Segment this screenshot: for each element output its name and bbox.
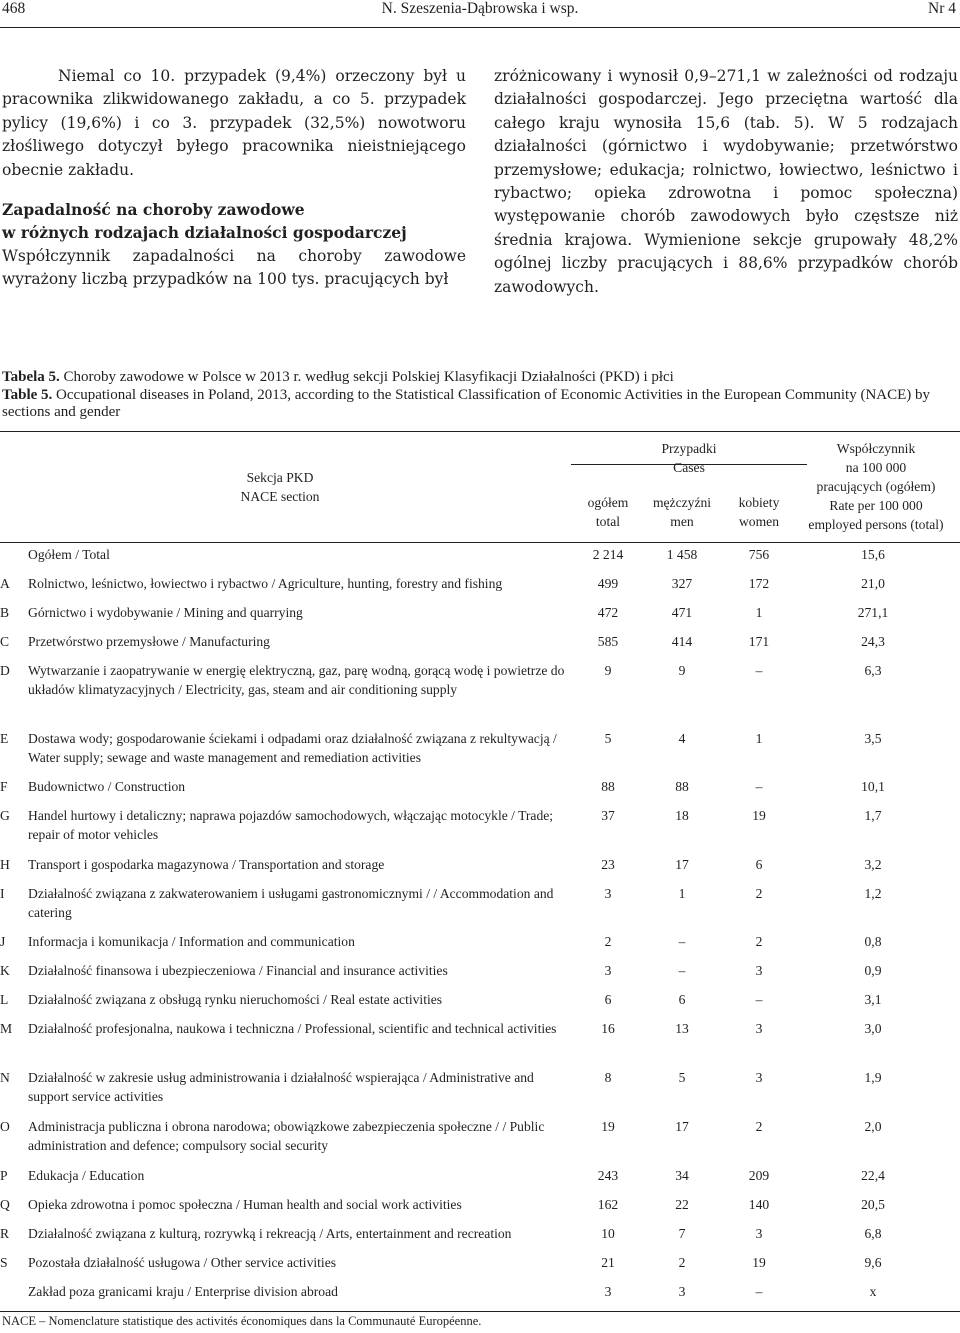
- row-men: 7: [678, 1226, 686, 1241]
- row-men: 5: [678, 1070, 686, 1085]
- row-women: 172: [748, 576, 770, 591]
- caption-en-label: Table 5.: [2, 386, 53, 403]
- row-men: 17: [675, 1119, 689, 1134]
- header-cases-en: Cases: [673, 460, 705, 475]
- page-number: 468: [2, 0, 26, 17]
- left-paragraph-2: Współczynnik zapadalności na choroby zawodowe wyrażony liczbą przypadków na 100 tys. pracujących był: [2, 246, 466, 289]
- header-women-en: women: [738, 514, 780, 529]
- row-women: 6: [755, 857, 763, 872]
- row-women: 2: [755, 934, 763, 949]
- row-section-name: Działalność w zakresie usług administrowania i działalność wspierająca / Administrative and support service activities: [28, 1070, 534, 1104]
- row-section-name: Transport i gospodarka magazynowa / Transportation and storage: [28, 857, 385, 872]
- row-rate: 3,0: [864, 1021, 882, 1036]
- table-header-rule: [0, 542, 960, 543]
- row-women: –: [755, 663, 763, 678]
- table-footnote: NACE – Nomenclature statistique des activités économiques dans la Communauté Européenne.: [2, 1314, 482, 1328]
- right-column: [494, 65, 958, 299]
- row-rate: 271,1: [857, 605, 889, 620]
- row-women: 3: [755, 1070, 763, 1085]
- issue-number: Nr 4: [928, 0, 956, 17]
- left-column: [2, 65, 466, 292]
- caption-polish: [2, 369, 952, 387]
- row-code: H: [0, 857, 10, 872]
- row-rate: 6,3: [864, 663, 882, 678]
- row-men: 34: [675, 1168, 689, 1183]
- row-women: 1: [755, 731, 763, 746]
- row-section-name: Wytwarzanie i zaopatrywanie w energię elektryczną, gaz, parę wodną, gorącą wodę i powietrze do układów klimatyzacyjnych / Electricity, gas, steam and air conditioning supply: [28, 663, 565, 697]
- row-total: 585: [597, 634, 619, 649]
- header-rate-l2: na 100 000: [845, 460, 907, 475]
- row-section-name: Administracja publiczna i obrona narodowa; obowiązkowe zabezpieczenia społeczne / / Public administration and defence; compulsory social security: [28, 1119, 545, 1153]
- row-rate: 0,9: [864, 963, 882, 978]
- row-rate: 3,5: [864, 731, 882, 746]
- row-women: 3: [755, 1226, 763, 1241]
- row-rate: x: [869, 1284, 877, 1299]
- row-total: 499: [597, 576, 619, 591]
- header-cases: [571, 439, 807, 477]
- table-top-rule: [0, 431, 960, 432]
- row-rate: 6,8: [864, 1226, 882, 1241]
- row-rate: 9,6: [864, 1255, 882, 1270]
- row-women: 2: [755, 1119, 763, 1134]
- row-code: N: [0, 1070, 10, 1085]
- header-section-en: NACE section: [240, 489, 320, 504]
- row-section-name: Edukacja / Education: [28, 1168, 145, 1183]
- subheading-line-2: w różnych rodzajach działalności gospodarczej: [2, 223, 407, 243]
- row-section-name: Dostawa wody; gospodarowanie ściekami i odpadami oraz działalność związana z rekultywacją / Water supply; sewage and waste management and remediation activities: [28, 731, 557, 765]
- row-total: 37: [601, 808, 615, 823]
- table-bottom-rule: [0, 1311, 960, 1312]
- header-rate-l5: employed persons (total): [808, 517, 944, 532]
- caption-pl-text: Choroby zawodowe w Polsce w 2013 r. według sekcji Polskiej Klasyfikacji Działalności (PKD) i płci: [63, 369, 674, 385]
- row-rate: 20,5: [861, 1197, 885, 1212]
- header-total: [571, 493, 645, 531]
- row-code: Q: [0, 1197, 10, 1212]
- row-rate: 0,8: [864, 934, 882, 949]
- row-total: 88: [601, 779, 615, 794]
- row-women: 19: [752, 808, 766, 823]
- row-rate: 1,2: [864, 886, 882, 901]
- row-men: 2: [678, 1255, 686, 1270]
- row-total: 8: [604, 1070, 612, 1085]
- row-total: 3: [604, 963, 612, 978]
- row-total: 16: [601, 1021, 615, 1036]
- row-women: 209: [748, 1168, 770, 1183]
- header-men: [645, 493, 719, 531]
- row-men: 88: [675, 779, 689, 794]
- row-code: D: [0, 663, 10, 678]
- header-rate-l1: Współczynnik: [836, 441, 916, 456]
- row-code: A: [0, 576, 10, 591]
- row-total: 6: [604, 992, 612, 1007]
- row-women: –: [755, 992, 763, 1007]
- table-caption: [2, 369, 952, 422]
- row-total: 5: [604, 731, 612, 746]
- row-rate: 15,6: [861, 547, 885, 562]
- header-men-pl: mężczyźni: [652, 495, 712, 510]
- row-men: 18: [675, 808, 689, 823]
- header-rule: [0, 27, 960, 28]
- subheading-line-1: Zapadalność na choroby zawodowe: [2, 200, 305, 220]
- header-cases-pl: Przypadki: [661, 441, 717, 456]
- row-women: 19: [752, 1255, 766, 1270]
- row-total: 472: [597, 605, 619, 620]
- row-total: 243: [597, 1168, 619, 1183]
- row-section-name: Ogółem / Total: [28, 547, 110, 562]
- row-section-name: Działalność związana z kulturą, rozrywką i rekreacją / Arts, entertainment and recreation: [28, 1226, 512, 1241]
- row-section-name: Pozostała działalność usługowa / Other service activities: [28, 1255, 337, 1270]
- row-rate: 1,9: [864, 1070, 882, 1085]
- row-men: 17: [675, 857, 689, 872]
- header-section-pl: Sekcja PKD: [246, 470, 314, 485]
- row-rate: 24,3: [861, 634, 885, 649]
- row-section-name: Przetwórstwo przemysłowe / Manufacturing: [28, 634, 270, 649]
- row-total: 3: [604, 1284, 612, 1299]
- row-code: O: [0, 1119, 10, 1134]
- row-total: 2 214: [592, 547, 624, 562]
- caption-pl-label: Tabela 5.: [2, 369, 60, 385]
- row-men: –: [678, 934, 686, 949]
- header-total-en: total: [595, 514, 621, 529]
- row-section-name: Działalność finansowa i ubezpieczeniowa / Financial and insurance activities: [28, 963, 448, 978]
- row-men: –: [678, 963, 686, 978]
- row-code: I: [0, 886, 5, 901]
- header-total-pl: ogółem: [587, 495, 629, 510]
- row-total: 162: [597, 1197, 619, 1212]
- right-paragraph: zróżnicowany i wynosił 0,9–271,1 w zależności od rodzaju działalności gospodarczej. Jego przeciętna wartość dla całego kraju wynosiła 15,6 (tab. 5). W 5 rodzajach działalności (górnictwo i wydobywanie; przetwórstwo przemysłowe; edukacja; rolnictwo, łowiectwo, leśnictwo i rybactwo; opieka zdrowotna i pomoc społeczna) występowanie chorób zawodowych było częstsze niż średnia krajowa. Wymienione sekcje grupowały 48,2% ogólnej liczby pracujących i 88,6% przypadków chorób zawodowych.: [494, 67, 958, 296]
- row-rate: 1,7: [864, 808, 882, 823]
- row-women: 2: [755, 886, 763, 901]
- running-header: [0, 0, 960, 22]
- header-rate-l3: pracujących (ogółem): [816, 479, 936, 494]
- row-men: 471: [671, 605, 693, 620]
- row-section-name: Informacja i komunikacja / Information and communication: [28, 934, 355, 949]
- row-rate: 3,1: [864, 992, 882, 1007]
- row-code: F: [0, 779, 8, 794]
- header-men-en: men: [670, 514, 694, 529]
- row-code: B: [0, 605, 10, 620]
- row-section-name: Budownictwo / Construction: [28, 779, 186, 794]
- row-section-name: Handel hurtowy i detaliczny; naprawa pojazdów samochodowych, włączając motocykle / Trade; repair of motor vehicles: [28, 808, 554, 842]
- row-section-name: Zakład poza granicami kraju / Enterprise division abroad: [28, 1284, 338, 1299]
- row-rate: 2,0: [864, 1119, 882, 1134]
- row-code: M: [0, 1021, 13, 1036]
- header-cases-rule: [571, 464, 807, 465]
- header-rate-l4: Rate per 100 000: [829, 498, 923, 513]
- row-women: 756: [748, 547, 770, 562]
- row-total: 10: [601, 1226, 615, 1241]
- row-code: K: [0, 963, 10, 978]
- row-rate: 3,2: [864, 857, 882, 872]
- header-section: [200, 468, 360, 506]
- header-rate: [792, 439, 960, 534]
- header-women-pl: kobiety: [738, 495, 780, 510]
- row-men: 1: [678, 886, 686, 901]
- row-section-name: Działalność związana z zakwaterowaniem i usługami gastronomicznymi / / Accommodation and catering: [28, 886, 554, 920]
- row-total: 19: [601, 1119, 615, 1134]
- row-men: 414: [671, 634, 693, 649]
- row-women: –: [755, 779, 763, 794]
- row-code: R: [0, 1226, 10, 1241]
- row-code: P: [0, 1168, 8, 1183]
- row-section-name: Działalność związana z obsługą rynku nieruchomości / Real estate activities: [28, 992, 443, 1007]
- running-authors: N. Szeszenia-Dąbrowska i wsp.: [381, 0, 579, 17]
- row-women: 1: [755, 605, 763, 620]
- row-section-name: Górnictwo i wydobywanie / Mining and quarrying: [28, 605, 303, 620]
- row-rate: 22,4: [861, 1168, 885, 1183]
- caption-en-text: Occupational diseases in Poland, 2013, according to the Statistical Classification of Economic Activities in the European Community (NACE) by sections and gender: [2, 386, 931, 420]
- row-women: 3: [755, 963, 763, 978]
- row-rate: 10,1: [861, 779, 885, 794]
- row-men: 4: [678, 731, 686, 746]
- row-section-name: Rolnictwo, leśnictwo, łowiectwo i rybactwo / Agriculture, hunting, forestry and fishing: [28, 576, 503, 591]
- row-total: 23: [601, 857, 615, 872]
- row-men: 6: [678, 992, 686, 1007]
- left-paragraph-1: Niemal co 10. przypadek (9,4%) orzeczony był u pracownika zlikwidowanego zakładu, a co 5. przypadek pylicy (19,6%) i co 3. przypadek (32,5%) nowotworu złośliwego dotyczył byłego pracownika nieistniejącego obecnie zakładu.: [2, 67, 466, 179]
- row-men: 3: [678, 1284, 686, 1299]
- row-men: 1 458: [666, 547, 698, 562]
- row-code: G: [0, 808, 10, 823]
- caption-english: [2, 387, 952, 422]
- row-total: 3: [604, 886, 612, 901]
- row-code: J: [0, 934, 6, 949]
- row-men: 9: [678, 663, 686, 678]
- row-section-name: Opieka zdrowotna i pomoc społeczna / Human health and social work activities: [28, 1197, 462, 1212]
- row-total: 9: [604, 663, 612, 678]
- row-rate: 21,0: [861, 576, 885, 591]
- row-women: 171: [748, 634, 770, 649]
- row-code: L: [0, 992, 9, 1007]
- section-subheading: [2, 198, 466, 245]
- row-section-name: Działalność profesjonalna, naukowa i techniczna / Professional, scientific and technical activities: [28, 1021, 557, 1036]
- row-women: 3: [755, 1021, 763, 1036]
- row-total: 21: [601, 1255, 615, 1270]
- row-men: 13: [675, 1021, 689, 1036]
- row-code: C: [0, 634, 10, 649]
- row-women: –: [755, 1284, 763, 1299]
- row-women: 140: [748, 1197, 770, 1212]
- row-code: E: [0, 731, 9, 746]
- row-total: 2: [604, 934, 612, 949]
- row-men: 22: [675, 1197, 689, 1212]
- row-men: 327: [671, 576, 693, 591]
- row-code: S: [0, 1255, 8, 1270]
- header-women: [719, 493, 799, 531]
